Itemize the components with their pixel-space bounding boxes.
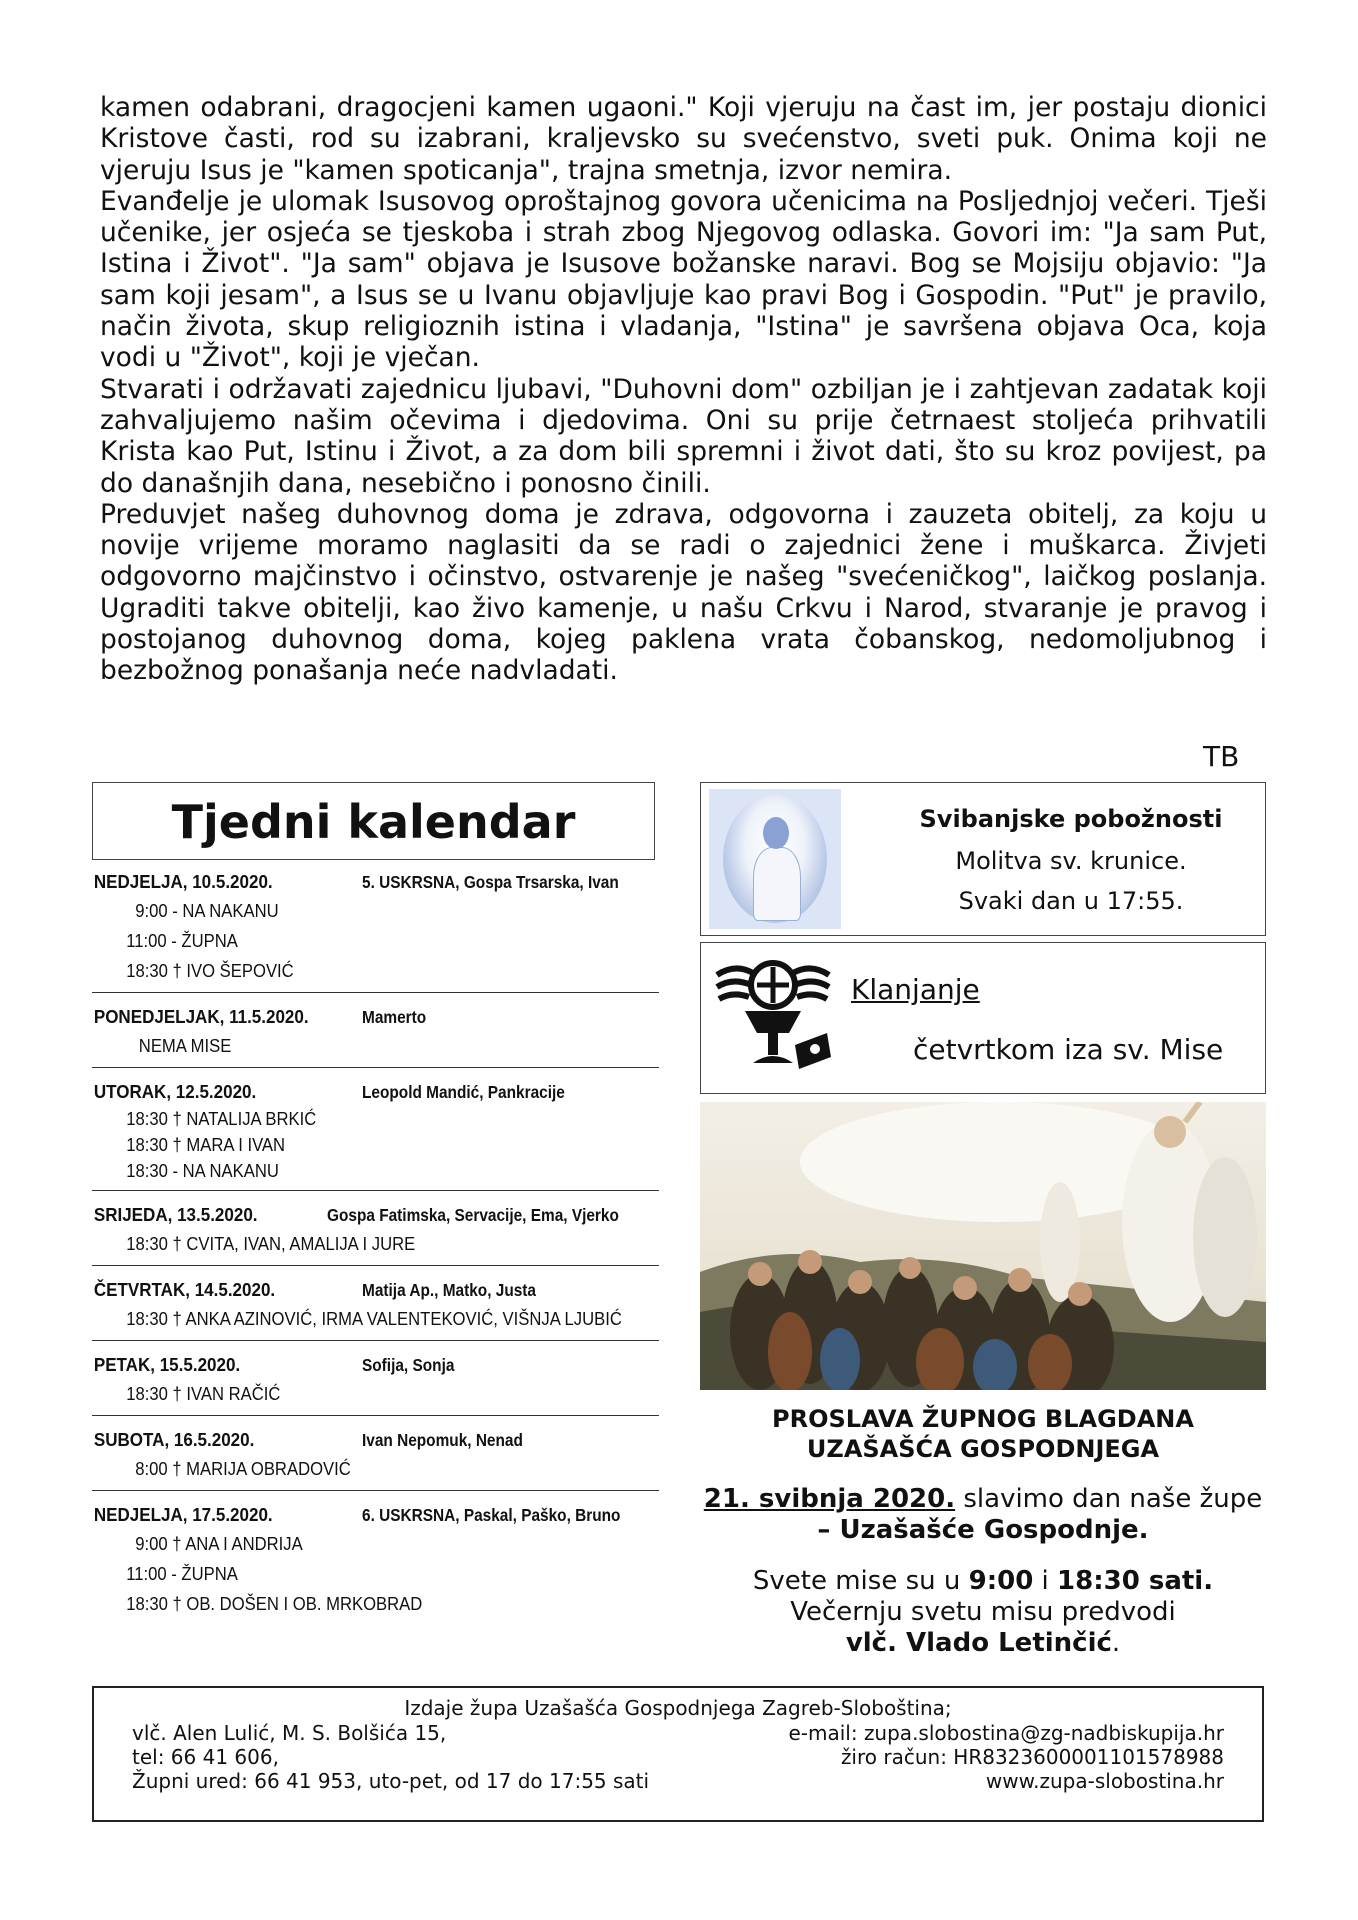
- calendar-title: Tjedni kalendar: [171, 795, 576, 849]
- day-date: NEDJELJA, 17.5.2020.: [93, 1504, 273, 1525]
- mass-entry: 11:00 - ŽUPNA: [126, 930, 238, 951]
- feast-masses-and: i: [1033, 1566, 1058, 1596]
- weekly-calendar: [92, 868, 659, 1635]
- devotions-line: Molitva sv. krunice.: [955, 847, 1187, 875]
- mass-entry: 18:30 - NA NAKANU: [126, 1160, 279, 1181]
- feast-date-line: [700, 1484, 1266, 1546]
- calendar-day: [92, 1201, 659, 1266]
- footer-email: e-mail: zupa.slobostina@zg-nadbiskupija.hr: [788, 1721, 1224, 1745]
- mass-entry: 18:30 † IVAN RAČIĆ: [126, 1383, 281, 1404]
- adoration-title: Klanjanje: [851, 973, 980, 1006]
- devotions-box: [700, 782, 1266, 936]
- feast-name: – Uzašašće Gospodnje.: [817, 1515, 1149, 1545]
- article-paragraph: Stvarati i održavati zajednicu ljubavi, "Duhovni dom" ozbiljan je i zahtjevan zadatak koji zahvaljujemo našim očevima i djedovima. Oni su prije četrnaest stoljeća prihvatili Krista kao Put, Istinu i Život, a za dom bili spremni i život dati, što su kroz povijest, pa do današnjih dana, nesebično i ponosno činili.: [100, 373, 1267, 499]
- mass-entry: 18:30 † NATALIJA BRKIĆ: [126, 1108, 317, 1129]
- parish-footer: [92, 1686, 1264, 1822]
- mass-entry: 9:00 - NA NAKANU: [135, 900, 279, 921]
- footer-publisher: Izdaje župa Uzašašća Gospodnjega Zagreb-Sloboština;: [404, 1696, 952, 1720]
- article-paragraph: kamen odabrani, dragocjeni kamen ugaoni." Koji vjeruju na čast im, jer postaju dionici Kristove časti, rod su izabrani, kraljevsko su svećenstvo, sveti puk. Onima koji ne vjeruju Isus je "kamen spoticanja", trajna smetnja, izvor nemira.: [100, 92, 1267, 186]
- feast-title: PROSLAVA ŽUPNOG BLAGDANA: [772, 1405, 1194, 1433]
- devotions-title: Svibanjske pobožnosti: [919, 805, 1223, 833]
- mass-time: 9:00: [968, 1566, 1034, 1596]
- article-paragraph: Preduvjet našeg duhovnog doma je zdrava, odgovorna i zauzeta obitelj, za koju u novije vrijeme moramo naglasiti da se radi o zajednici žene i muškarca. Živjeti odgovorno majčinstvo i očinstvo, ostvarenje je našeg "svećeničkog", laičkog poslanja. Ugraditi takve obitelji, kao živo kamenje, u našu Crkvu i Narod, stvaranje je pravog i postojanog duhovnog doma, kojeg paklena vrata čobanskog, nedomoljubnog i bezbožnog ponašanja neće nadvladati.: [100, 498, 1267, 687]
- day-feast: Gospa Fatimska, Servacije, Ema, Vjerko: [327, 1204, 620, 1225]
- article-text: [100, 92, 1267, 687]
- day-date: SRIJEDA, 13.5.2020.: [93, 1204, 258, 1225]
- mass-time: 18:30 sati.: [1057, 1566, 1214, 1596]
- day-date: PONEDJELJAK, 11.5.2020.: [93, 1006, 309, 1027]
- eucharist-icon: [711, 953, 835, 1077]
- feast-masses: [700, 1566, 1266, 1659]
- footer-phone: tel: 66 41 606,: [132, 1745, 279, 1769]
- day-feast: Ivan Nepomuk, Nenad: [362, 1429, 523, 1450]
- day-date: ČETVRTAK, 14.5.2020.: [93, 1279, 276, 1300]
- calendar-day: [92, 868, 659, 993]
- presider-text: Večernju svetu misu predvodi: [790, 1597, 1176, 1627]
- calendar-day: [92, 1003, 659, 1068]
- presider-period: .: [1111, 1628, 1121, 1658]
- footer-website: www.zupa-slobostina.hr: [985, 1769, 1224, 1793]
- calendar-day: [92, 1501, 659, 1625]
- day-date: NEDJELJA, 10.5.2020.: [93, 871, 273, 892]
- mass-entry: 18:30 † ANKA AZINOVIĆ, IRMA VALENTEKOVIĆ, VIŠNJA LJUBIĆ: [126, 1308, 622, 1329]
- adoration-box: [700, 942, 1266, 1094]
- day-feast: Sofija, Sonja: [362, 1354, 455, 1375]
- calendar-day: [92, 1276, 659, 1341]
- mass-entry: 18:30 † MARA I IVAN: [126, 1134, 286, 1155]
- calendar-day: [92, 1351, 659, 1416]
- mass-entry: 11:00 - ŽUPNA: [126, 1563, 238, 1584]
- day-feast: Leopold Mandić, Pankracije: [362, 1081, 565, 1102]
- day-date: SUBOTA, 16.5.2020.: [93, 1429, 255, 1450]
- article-paragraph: Evanđelje je ulomak Isusovog oproštajnog govora učenicima na Posljednjoj večeri. Tješi učenike, jer osjeća se tjeskoba i strah zbog Njegovog odlaska. Govori im: "Ja sam Put, Istina i Život". "Ja sam" objava je Isusove božanske naravi. Bog se Mojsiju objavio: "Ja sam koji jesam", a Isus se u Ivanu objavljuje kao pravi Bog i Gospodin. "Put" je pravilo, način života, skup religioznih istina i vladanja, "Istina" je savršena objava Oca, koja vodi u "Život", koji je vječan.: [100, 185, 1267, 374]
- day-feast: Mamerto: [362, 1006, 427, 1027]
- calendar-title-box: [92, 782, 655, 860]
- day-feast: 6. USKRSNA, Paskal, Paško, Bruno: [362, 1504, 621, 1525]
- footer-office: Župni ured: 66 41 953, uto-pet, od 17 do 17:55 sati: [132, 1769, 650, 1793]
- mass-entry: 8:00 † MARIJA OBRADOVIĆ: [135, 1458, 351, 1479]
- mass-entry: 18:30 † CVITA, IVAN, AMALIJA I JURE: [126, 1233, 416, 1254]
- mass-entry: NEMA MISE: [138, 1035, 232, 1056]
- adoration-line: četvrtkom iza sv. Mise: [913, 1033, 1224, 1066]
- mass-entry: 18:30 † IVO ŠEPOVIĆ: [126, 960, 294, 981]
- day-feast: 5. USKRSNA, Gospa Trsarska, Ivan: [362, 871, 619, 892]
- devotions-line: Svaki dan u 17:55.: [958, 887, 1184, 915]
- feast-text: slavimo dan naše župe: [955, 1484, 1263, 1514]
- day-feast: Matija Ap., Matko, Justa: [362, 1279, 537, 1300]
- mass-entry: 18:30 † OB. DOŠEN I OB. MRKOBRAD: [126, 1593, 423, 1614]
- presider-name: vlč. Vlado Letinčić: [845, 1628, 1112, 1658]
- virgin-mary-icon: [709, 789, 841, 929]
- day-date: UTORAK, 12.5.2020.: [93, 1081, 257, 1102]
- feast-masses-text: Svete mise su u: [752, 1566, 969, 1596]
- calendar-day: [92, 1078, 659, 1191]
- article-author: TB: [1203, 740, 1240, 773]
- feast-title: UZAŠAŠĆA GOSPODNJEGA: [806, 1435, 1160, 1463]
- feast-date: 21. svibnja 2020.: [703, 1484, 956, 1514]
- mass-entry: 9:00 † ANA I ANDRIJA: [135, 1533, 303, 1554]
- feast-announcement: [700, 1404, 1266, 1659]
- footer-address: vlč. Alen Lulić, M. S. Bolšića 15,: [132, 1721, 447, 1745]
- ascension-painting: [700, 1102, 1266, 1390]
- footer-account: žiro račun: HR8323600001101578988: [840, 1745, 1224, 1769]
- day-date: PETAK, 15.5.2020.: [93, 1354, 241, 1375]
- calendar-day: [92, 1426, 659, 1491]
